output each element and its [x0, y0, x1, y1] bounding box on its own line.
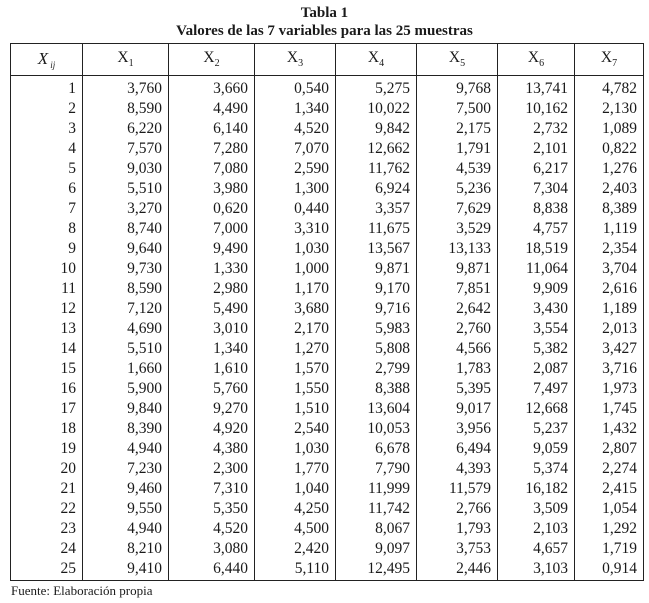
- value-cell: 1,340: [169, 339, 255, 359]
- value-cell: 4,500: [255, 519, 336, 539]
- row-index-cell: 14: [11, 339, 83, 359]
- value-cell: 5,382: [498, 339, 575, 359]
- table-row: [11, 139, 644, 159]
- value-cell: 9,097: [336, 539, 417, 559]
- value-cell: 2,590: [255, 159, 336, 179]
- value-cell: 5,510: [83, 179, 169, 199]
- value-cell: 1,119: [575, 219, 644, 239]
- value-cell: 7,280: [169, 139, 255, 159]
- column-header-sub: 4: [379, 58, 385, 70]
- value-cell: 5,236: [417, 179, 498, 199]
- value-cell: 4,920: [169, 419, 255, 439]
- value-cell: 6,217: [498, 159, 575, 179]
- value-cell: 6,440: [169, 559, 255, 581]
- value-cell: 5,350: [169, 499, 255, 519]
- value-cell: 4,393: [417, 459, 498, 479]
- table-row: [11, 99, 644, 119]
- value-cell: 9,460: [83, 479, 169, 499]
- value-cell: 9,017: [417, 399, 498, 419]
- value-cell: 1,054: [575, 499, 644, 519]
- column-header-base: X: [600, 49, 613, 67]
- value-cell: 7,304: [498, 179, 575, 199]
- table-header: [11, 44, 644, 76]
- table-body: [11, 76, 644, 581]
- column-header-x1: [83, 44, 169, 76]
- table-row: [11, 479, 644, 499]
- value-cell: 11,579: [417, 479, 498, 499]
- value-cell: 1,510: [255, 399, 336, 419]
- value-cell: 3,357: [336, 199, 417, 219]
- table-row: [11, 179, 644, 199]
- value-cell: 11,999: [336, 479, 417, 499]
- value-cell: 9,768: [417, 76, 498, 100]
- row-index-cell: 2: [11, 99, 83, 119]
- value-cell: 5,275: [336, 76, 417, 100]
- table-row: [11, 399, 644, 419]
- column-header-base: X: [203, 49, 215, 67]
- value-cell: 2,446: [417, 559, 498, 581]
- value-cell: 10,053: [336, 419, 417, 439]
- value-cell: 2,101: [498, 139, 575, 159]
- value-cell: 9,716: [336, 299, 417, 319]
- value-cell: 10,162: [498, 99, 575, 119]
- row-index-cell: 15: [11, 359, 83, 379]
- value-cell: 9,490: [169, 239, 255, 259]
- column-header-x4: [336, 44, 417, 76]
- header-row-label: [11, 44, 83, 76]
- table-row: [11, 279, 644, 299]
- value-cell: 2,540: [255, 419, 336, 439]
- value-cell: 1,570: [255, 359, 336, 379]
- column-header-sub: 6: [539, 58, 545, 70]
- value-cell: 7,000: [169, 219, 255, 239]
- value-cell: 2,103: [498, 519, 575, 539]
- header-row: [11, 44, 644, 76]
- table-row: [11, 439, 644, 459]
- data-table-container: [10, 43, 643, 581]
- row-index-cell: 22: [11, 499, 83, 519]
- row-index-cell: 3: [11, 119, 83, 139]
- value-cell: 4,757: [498, 219, 575, 239]
- table-row: [11, 359, 644, 379]
- value-cell: 2,760: [417, 319, 498, 339]
- table-row: [11, 319, 644, 339]
- value-cell: 9,030: [83, 159, 169, 179]
- table-title: Tabla 1: [300, 5, 349, 21]
- value-cell: 3,704: [575, 259, 644, 279]
- value-cell: 13,741: [498, 76, 575, 100]
- value-cell: 6,924: [336, 179, 417, 199]
- value-cell: 3,270: [83, 199, 169, 219]
- column-header-base: X: [527, 49, 540, 67]
- value-cell: 9,640: [83, 239, 169, 259]
- row-index-cell: 11: [11, 279, 83, 299]
- value-cell: 7,500: [417, 99, 498, 119]
- value-cell: 12,668: [498, 399, 575, 419]
- value-cell: 4,380: [169, 439, 255, 459]
- value-cell: 1,550: [255, 379, 336, 399]
- value-cell: 9,909: [498, 279, 575, 299]
- value-cell: 2,799: [336, 359, 417, 379]
- value-cell: 3,430: [498, 299, 575, 319]
- row-index-cell: 8: [11, 219, 83, 239]
- value-cell: 7,230: [83, 459, 169, 479]
- value-cell: 1,000: [255, 259, 336, 279]
- value-cell: 1,973: [575, 379, 644, 399]
- value-cell: 2,403: [575, 179, 644, 199]
- value-cell: 8,740: [83, 219, 169, 239]
- row-index-cell: 10: [11, 259, 83, 279]
- table-row: [11, 239, 644, 259]
- row-index-cell: 9: [11, 239, 83, 259]
- value-cell: 0,540: [255, 76, 336, 100]
- value-cell: 3,427: [575, 339, 644, 359]
- value-cell: 9,550: [83, 499, 169, 519]
- row-index-cell: 20: [11, 459, 83, 479]
- row-index-cell: 12: [11, 299, 83, 319]
- value-cell: 6,140: [169, 119, 255, 139]
- value-cell: 18,519: [498, 239, 575, 259]
- row-index-cell: 13: [11, 319, 83, 339]
- value-cell: 3,980: [169, 179, 255, 199]
- value-cell: 1,660: [83, 359, 169, 379]
- table-row: [11, 559, 644, 581]
- value-cell: 2,170: [255, 319, 336, 339]
- value-cell: 3,080: [169, 539, 255, 559]
- value-cell: 1,030: [255, 239, 336, 259]
- row-index-cell: 16: [11, 379, 83, 399]
- column-header-base: X: [117, 49, 129, 67]
- value-cell: 9,840: [83, 399, 169, 419]
- value-cell: 3,760: [83, 76, 169, 100]
- row-index-cell: 7: [11, 199, 83, 219]
- column-header-sub: 1: [128, 58, 134, 70]
- value-cell: 9,871: [336, 259, 417, 279]
- value-cell: 4,539: [417, 159, 498, 179]
- value-cell: 8,389: [575, 199, 644, 219]
- value-cell: 3,310: [255, 219, 336, 239]
- value-cell: 9,170: [336, 279, 417, 299]
- table-row: [11, 539, 644, 559]
- value-cell: 9,842: [336, 119, 417, 139]
- value-cell: 12,495: [336, 559, 417, 581]
- table-row: [11, 119, 644, 139]
- value-cell: 1,300: [255, 179, 336, 199]
- value-cell: 11,762: [336, 159, 417, 179]
- value-cell: 2,642: [417, 299, 498, 319]
- value-cell: 1,030: [255, 439, 336, 459]
- column-header-base: X: [286, 49, 299, 67]
- table-row: [11, 219, 644, 239]
- value-cell: 1,791: [417, 139, 498, 159]
- value-cell: 2,013: [575, 319, 644, 339]
- source-note: Fuente: Elaboración propia: [11, 583, 153, 598]
- value-cell: 8,838: [498, 199, 575, 219]
- table-row: [11, 519, 644, 539]
- value-cell: 4,520: [169, 519, 255, 539]
- column-header-sub: 5: [460, 58, 466, 70]
- value-cell: 7,497: [498, 379, 575, 399]
- value-cell: 13,567: [336, 239, 417, 259]
- value-cell: 12,662: [336, 139, 417, 159]
- value-cell: 7,310: [169, 479, 255, 499]
- value-cell: 3,660: [169, 76, 255, 100]
- value-cell: 3,010: [169, 319, 255, 339]
- value-cell: 11,675: [336, 219, 417, 239]
- table-row: [11, 419, 644, 439]
- value-cell: 1,270: [255, 339, 336, 359]
- table-row: [11, 339, 644, 359]
- value-cell: 1,276: [575, 159, 644, 179]
- value-cell: 4,566: [417, 339, 498, 359]
- table-row: [11, 499, 644, 519]
- value-cell: 8,390: [83, 419, 169, 439]
- value-cell: 13,604: [336, 399, 417, 419]
- value-cell: 4,250: [255, 499, 336, 519]
- header-row-label-sub: ij: [50, 60, 56, 71]
- value-cell: 3,509: [498, 499, 575, 519]
- value-cell: 4,782: [575, 76, 644, 100]
- row-index-cell: 18: [11, 419, 83, 439]
- value-cell: 3,529: [417, 219, 498, 239]
- value-cell: 1,292: [575, 519, 644, 539]
- value-cell: 1,189: [575, 299, 644, 319]
- value-cell: 11,064: [498, 259, 575, 279]
- value-cell: 11,742: [336, 499, 417, 519]
- value-cell: 1,330: [169, 259, 255, 279]
- value-cell: 7,790: [336, 459, 417, 479]
- value-cell: 1,040: [255, 479, 336, 499]
- row-index-cell: 19: [11, 439, 83, 459]
- value-cell: 8,590: [83, 99, 169, 119]
- value-cell: 2,087: [498, 359, 575, 379]
- value-cell: 1,770: [255, 459, 336, 479]
- value-cell: 5,510: [83, 339, 169, 359]
- value-cell: 9,059: [498, 439, 575, 459]
- value-cell: 2,420: [255, 539, 336, 559]
- value-cell: 2,980: [169, 279, 255, 299]
- value-cell: 7,629: [417, 199, 498, 219]
- column-header-x6: [498, 44, 575, 76]
- data-table: [10, 43, 644, 581]
- value-cell: 3,956: [417, 419, 498, 439]
- value-cell: 5,110: [255, 559, 336, 581]
- value-cell: 13,133: [417, 239, 498, 259]
- value-cell: 6,494: [417, 439, 498, 459]
- value-cell: 1,610: [169, 359, 255, 379]
- row-index-cell: 21: [11, 479, 83, 499]
- row-index-cell: 4: [11, 139, 83, 159]
- value-cell: 7,570: [83, 139, 169, 159]
- row-index-cell: 23: [11, 519, 83, 539]
- row-index-cell: 25: [11, 559, 83, 581]
- table-row: [11, 159, 644, 179]
- value-cell: 2,732: [498, 119, 575, 139]
- value-cell: 9,730: [83, 259, 169, 279]
- value-cell: 5,237: [498, 419, 575, 439]
- value-cell: 7,851: [417, 279, 498, 299]
- value-cell: 8,388: [336, 379, 417, 399]
- value-cell: 4,690: [83, 319, 169, 339]
- value-cell: 0,620: [169, 199, 255, 219]
- table-row: [11, 76, 644, 100]
- value-cell: 7,120: [83, 299, 169, 319]
- value-cell: 3,103: [498, 559, 575, 581]
- value-cell: 1,793: [417, 519, 498, 539]
- column-header-x3: [255, 44, 336, 76]
- value-cell: 1,745: [575, 399, 644, 419]
- value-cell: 1,340: [255, 99, 336, 119]
- value-cell: 5,808: [336, 339, 417, 359]
- value-cell: 5,490: [169, 299, 255, 319]
- value-cell: 4,490: [169, 99, 255, 119]
- value-cell: 6,678: [336, 439, 417, 459]
- value-cell: 1,783: [417, 359, 498, 379]
- value-cell: 4,940: [83, 439, 169, 459]
- table-row: [11, 259, 644, 279]
- value-cell: 3,716: [575, 359, 644, 379]
- value-cell: 16,182: [498, 479, 575, 499]
- column-header-x7: [575, 44, 644, 76]
- table-subtitle: Valores de las 7 variables para las 25 muestras: [176, 23, 473, 39]
- row-index-cell: 6: [11, 179, 83, 199]
- value-cell: 1,170: [255, 279, 336, 299]
- value-cell: 4,657: [498, 539, 575, 559]
- value-cell: 5,760: [169, 379, 255, 399]
- value-cell: 2,766: [417, 499, 498, 519]
- column-header-base: X: [367, 49, 380, 67]
- value-cell: 2,300: [169, 459, 255, 479]
- table-row: [11, 459, 644, 479]
- header-row-label-base: X: [37, 48, 49, 68]
- row-index-cell: 24: [11, 539, 83, 559]
- value-cell: 6,220: [83, 119, 169, 139]
- value-cell: 4,940: [83, 519, 169, 539]
- value-cell: 9,270: [169, 399, 255, 419]
- value-cell: 3,680: [255, 299, 336, 319]
- value-cell: 2,415: [575, 479, 644, 499]
- column-header-sub: 3: [298, 58, 304, 70]
- value-cell: 5,900: [83, 379, 169, 399]
- row-index-cell: 5: [11, 159, 83, 179]
- value-cell: 8,590: [83, 279, 169, 299]
- value-cell: 9,871: [417, 259, 498, 279]
- value-cell: 2,130: [575, 99, 644, 119]
- value-cell: 9,410: [83, 559, 169, 581]
- value-cell: 2,175: [417, 119, 498, 139]
- column-header-x5: [417, 44, 498, 76]
- value-cell: 4,520: [255, 119, 336, 139]
- value-cell: 2,807: [575, 439, 644, 459]
- value-cell: 2,354: [575, 239, 644, 259]
- value-cell: 1,089: [575, 119, 644, 139]
- row-index-cell: 17: [11, 399, 83, 419]
- value-cell: 0,914: [575, 559, 644, 581]
- value-cell: 0,440: [255, 199, 336, 219]
- value-cell: 2,616: [575, 279, 644, 299]
- column-header-sub: 2: [214, 58, 220, 70]
- column-header-x2: [169, 44, 255, 76]
- value-cell: 8,210: [83, 539, 169, 559]
- value-cell: 8,067: [336, 519, 417, 539]
- value-cell: 5,395: [417, 379, 498, 399]
- table-row: [11, 299, 644, 319]
- value-cell: 1,719: [575, 539, 644, 559]
- value-cell: 1,432: [575, 419, 644, 439]
- value-cell: 3,554: [498, 319, 575, 339]
- table-row: [11, 199, 644, 219]
- value-cell: 3,753: [417, 539, 498, 559]
- value-cell: 2,274: [575, 459, 644, 479]
- value-cell: 10,022: [336, 99, 417, 119]
- column-header-sub: 7: [612, 58, 618, 70]
- column-header-base: X: [448, 49, 461, 67]
- value-cell: 7,080: [169, 159, 255, 179]
- value-cell: 7,070: [255, 139, 336, 159]
- table-row: [11, 379, 644, 399]
- value-cell: 5,374: [498, 459, 575, 479]
- value-cell: 5,983: [336, 319, 417, 339]
- row-index-cell: 1: [11, 76, 83, 100]
- value-cell: 0,822: [575, 139, 644, 159]
